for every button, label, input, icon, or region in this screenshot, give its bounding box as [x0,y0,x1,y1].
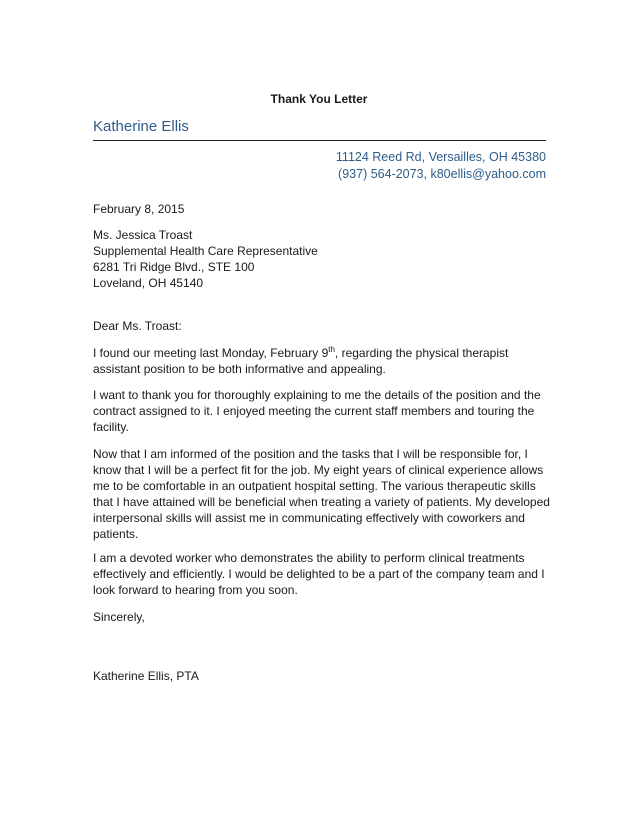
ordinal-suffix: th [328,345,335,354]
sender-name: Katherine Ellis [93,118,189,135]
recipient-name: Ms. Jessica Troast [93,228,193,242]
document-title: Thank You Letter [270,92,368,106]
paragraph-4: I am a devoted worker who demonstrates the ability to perform clinical treatments effectively and efficiently. I would be delighted to be a part of the company team and I look forward to hearing from you soon. [93,551,545,597]
recipient-street: 6281 Tri Ridge Blvd., STE 100 [93,260,255,274]
recipient-title: Supplemental Health Care Representative [93,244,318,258]
paragraph-1 [93,345,553,377]
recipient-city: Loveland, OH 45140 [93,276,204,290]
paragraph-3: Now that I am informed of the position and the tasks that I will be responsible for, I know that I will be a perfect fit for the job. My eight years of clinical experience allows me to be comfortable in an outpatient hospital setting. The various therapeutic skills that I have attained will be beneficial when treating a variety of patients. My developed interpersonal skills will assist me in communicating effectively with coworkers and patients. [93,447,550,541]
paragraph-1-start: I found our meeting last Monday, February 9 [93,346,329,360]
header-divider [93,140,546,141]
signature: Katherine Ellis, PTA [93,669,199,683]
paragraph-2: I want to thank you for thoroughly explaining to me the details of the position and the contract assigned to it. I enjoyed meeting the current staff members and touring the facility. [93,388,541,434]
sender-address: 11124 Reed Rd, Versailles, OH 45380 [335,150,546,164]
recipient-block [93,227,553,291]
paragraph-1-end: , regarding the physical therapist assistant position to be both informative and appealing. [93,346,509,376]
salutation: Dear Ms. Troast: [93,319,182,333]
letter-date: February 8, 2015 [93,202,185,216]
sender-contact: (937) 564-2073, k80ellis@yahoo.com [338,167,546,181]
closing: Sincerely, [93,610,145,624]
